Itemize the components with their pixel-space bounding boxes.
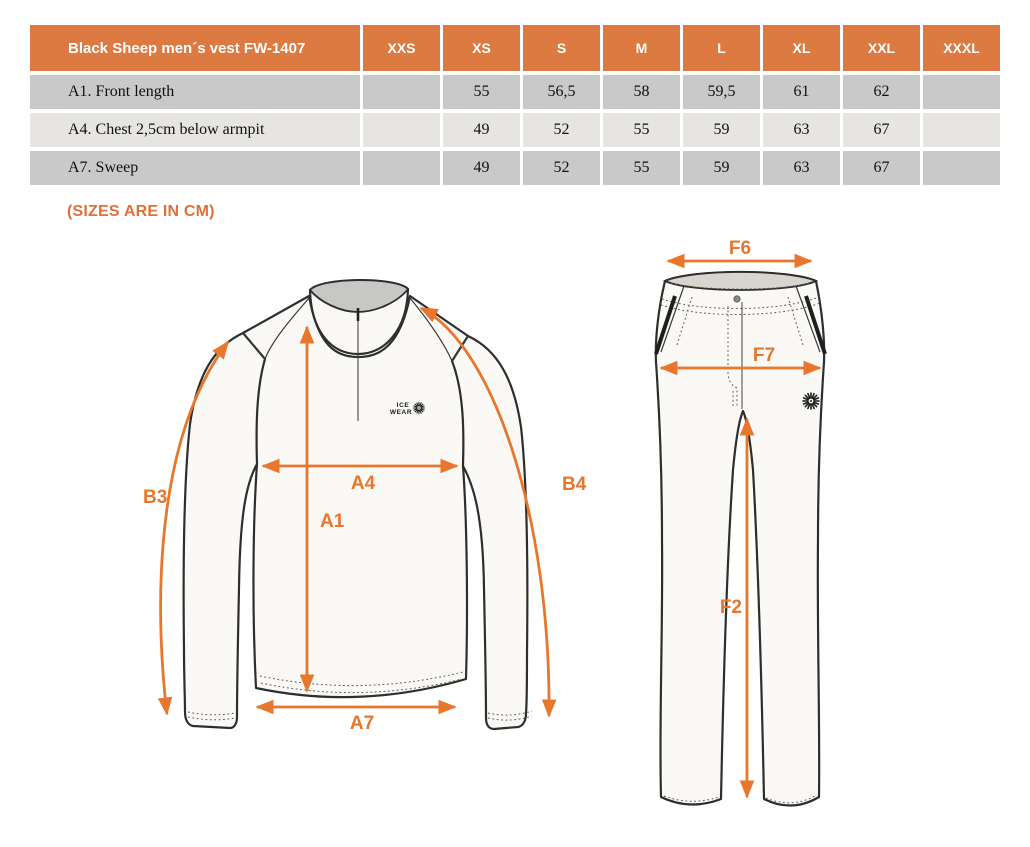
row-a1-value-l: 59,5 [683,75,760,109]
logo-text-ice: ICE [396,402,410,409]
size-col-xl: XL [763,25,840,71]
pants-snowflake-icon [803,393,819,409]
vest-body [243,296,468,697]
row-a7-value-m: 55 [603,151,680,185]
size-col-xs: XS [443,25,520,71]
garment-diagrams [0,230,1030,847]
row-a4-value-xs: 49 [443,113,520,147]
logo-snowflake-icon [414,403,425,414]
row-a7-value-xxs [363,151,440,185]
row-a4-label: A4. Chest 2,5cm below armpit [30,113,360,147]
vest-drawing [143,280,587,734]
pants-body [656,272,824,806]
row-a1-value-xl: 61 [763,75,840,109]
size-table [30,25,1000,185]
measure-label-a4: A4 [350,473,376,494]
table-title: Black Sheep men´s vest FW-1407 [30,25,360,71]
row-a4-value-m: 55 [603,113,680,147]
units-caption: (SIZES ARE IN CM) [67,203,215,220]
pants-waist-inner [665,272,816,290]
row-a1-value-s: 56,5 [523,75,600,109]
row-a1-value-m: 58 [603,75,680,109]
row-a4-value-xl: 63 [763,113,840,147]
size-col-xxxl: XXXL [923,25,1000,71]
measure-label-a1: A1 [320,511,345,532]
row-a7-value-xl: 63 [763,151,840,185]
row-a7-value-xs: 49 [443,151,520,185]
measure-label-f2: F2 [719,597,742,618]
row-a4-value-xxs [363,113,440,147]
pants-drawing [656,238,825,806]
row-a1-value-xxl: 62 [843,75,920,109]
row-a1-value-xs: 55 [443,75,520,109]
row-a7-label: A7. Sweep [30,151,360,185]
row-a1-label: A1. Front length [30,75,360,109]
row-a7-value-s: 52 [523,151,600,185]
size-col-xxl: XXL [843,25,920,71]
row-a4-value-l: 59 [683,113,760,147]
size-col-l: L [683,25,760,71]
vest-left-sleeve [184,333,265,728]
row-a1-value-xxxl [923,75,1000,109]
size-col-m: M [603,25,680,71]
measure-label-a7: A7 [349,713,375,734]
size-col-s: S [523,25,600,71]
measure-label-b3: B3 [143,487,168,508]
row-a7-value-xxl: 67 [843,151,920,185]
row-a7-value-l: 59 [683,151,760,185]
logo-text-wear: WEAR [389,409,413,416]
pants-button [734,296,740,302]
measure-label-b4: B4 [562,474,587,495]
measure-label-f7: F7 [752,345,776,366]
row-a4-value-xxxl [923,113,1000,147]
row-a4-value-xxl: 67 [843,113,920,147]
row-a7-value-xxxl [923,151,1000,185]
row-a4-value-s: 52 [523,113,600,147]
size-col-xxs: XXS [363,25,440,71]
row-a1-value-xxs [363,75,440,109]
measure-label-f6: F6 [728,238,752,259]
